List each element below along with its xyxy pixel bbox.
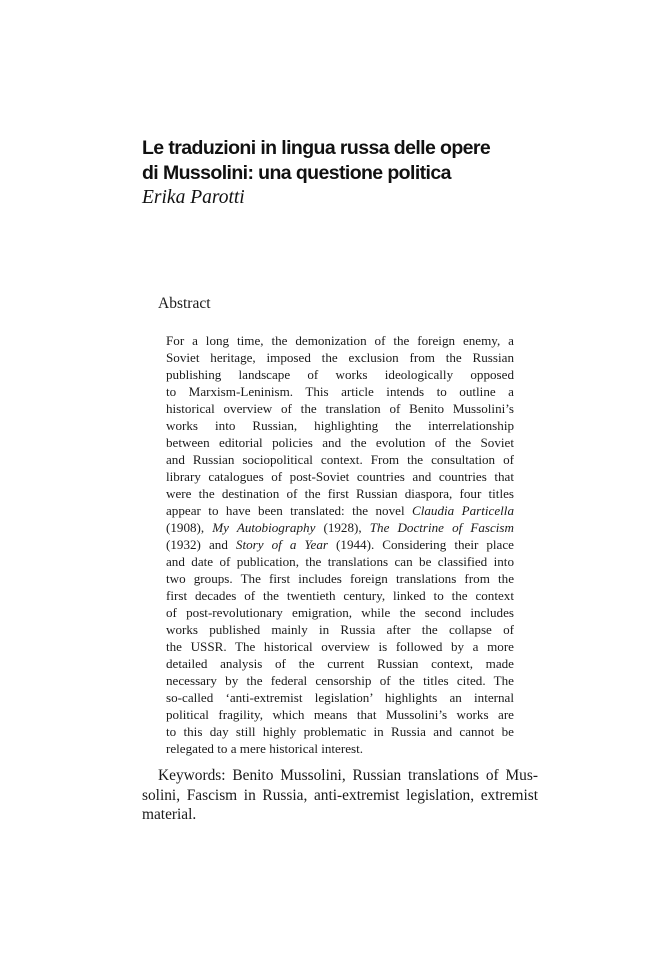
abstract-text: publishing landscape of works ideologically opposed [166, 367, 514, 382]
abstract-line [166, 383, 514, 400]
abstract-text: works into Russian, highlighting the interrelationship [166, 418, 514, 433]
abstract-text: (1932) and [166, 537, 236, 552]
abstract-text: were the destination of the first Russian diaspora, four titles [166, 486, 514, 501]
abstract-text: and date of publication, the translations can be classified into [166, 554, 514, 569]
abstract-line [166, 672, 514, 689]
abstract-line [166, 417, 514, 434]
abstract-text: (1908), [166, 520, 213, 535]
abstract-line [166, 502, 514, 519]
abstract-body [166, 332, 514, 757]
abstract-text: (1944). Considering their place [327, 537, 514, 552]
abstract-line [166, 536, 514, 553]
article-title-line-2: di Mussolini: una questione politica [142, 162, 451, 184]
abstract-line [166, 332, 514, 349]
article-title-line-1: Le traduzioni in lingua russa delle opere [142, 137, 491, 159]
abstract-line [166, 638, 514, 655]
abstract-line [166, 621, 514, 638]
abstract-text: detailed analysis of the current Russian context, made [166, 656, 514, 671]
abstract-text: appear to have been translated: the novel [166, 503, 413, 518]
abstract-line [166, 434, 514, 451]
abstract-line [166, 451, 514, 468]
abstract-line [166, 485, 514, 502]
abstract-text: first decades of the twentieth century, linked to the context [166, 588, 514, 603]
abstract-text: historical overview of the translation of Benito Mussolini’s [166, 401, 514, 416]
abstract-text: political fragility, which means that Mussolini’s works are [166, 707, 514, 722]
work-title: Story of a Year [235, 537, 328, 552]
author-name: Erika Parotti [142, 187, 245, 208]
abstract-line [166, 706, 514, 723]
keywords-paragraph [142, 766, 538, 825]
work-title: My Autobiography [212, 520, 316, 535]
abstract-text: two groups. The first includes foreign translations from the [166, 571, 514, 586]
abstract-text: relegated to a mere historical interest. [166, 741, 364, 756]
abstract-text: between editorial policies and the evolution of the Soviet [166, 435, 514, 450]
abstract-line [166, 689, 514, 706]
abstract-text: library catalogues of post-Soviet countries and countries that [166, 469, 514, 484]
abstract-text: For a long time, the demonization of the foreign enemy, a [166, 333, 514, 348]
abstract-text: to Marxism-Leninism. This article intends to outline a [166, 384, 514, 399]
abstract-line [166, 366, 514, 383]
abstract-line [166, 349, 514, 366]
abstract-line [166, 723, 514, 740]
abstract-text: so-called ‘anti-extremist legislation’ highlights an internal [166, 690, 514, 705]
abstract-line [166, 604, 514, 621]
abstract-text: of post-revolutionary emigration, while the second includes [166, 605, 514, 620]
abstract-text: (1928), [315, 520, 370, 535]
abstract-line [166, 570, 514, 587]
abstract-line [166, 740, 514, 757]
abstract-line [166, 519, 514, 536]
abstract-text: Soviet heritage, imposed the exclusion from the Russian [166, 350, 514, 365]
abstract-text: and Russian sociopolitical context. From the consultation of [166, 452, 514, 467]
abstract-text: to this day still highly problematic in Russia and cannot be [166, 724, 514, 739]
abstract-heading: Abstract [158, 295, 211, 312]
abstract-line [166, 587, 514, 604]
abstract-line [166, 468, 514, 485]
abstract-line [166, 553, 514, 570]
keywords-line: Keywords: Benito Mussolini, Russian translations of Mus- [158, 767, 538, 784]
keywords-line: solini, Fascism in Russia, anti-extremist legislation, extremist [142, 786, 538, 804]
work-title: The Doctrine of Fascism [369, 520, 514, 535]
abstract-line [166, 400, 514, 417]
abstract-text: necessary by the federal censorship of the titles cited. The [166, 673, 514, 688]
abstract-text: works published mainly in Russia after the collapse of [166, 622, 514, 637]
article-title [142, 136, 562, 186]
keywords-line: material. [142, 806, 197, 823]
work-title: Claudia Particella [412, 503, 514, 518]
abstract-line [166, 655, 514, 672]
abstract-text: the USSR. The historical overview is followed by a more [166, 639, 514, 654]
